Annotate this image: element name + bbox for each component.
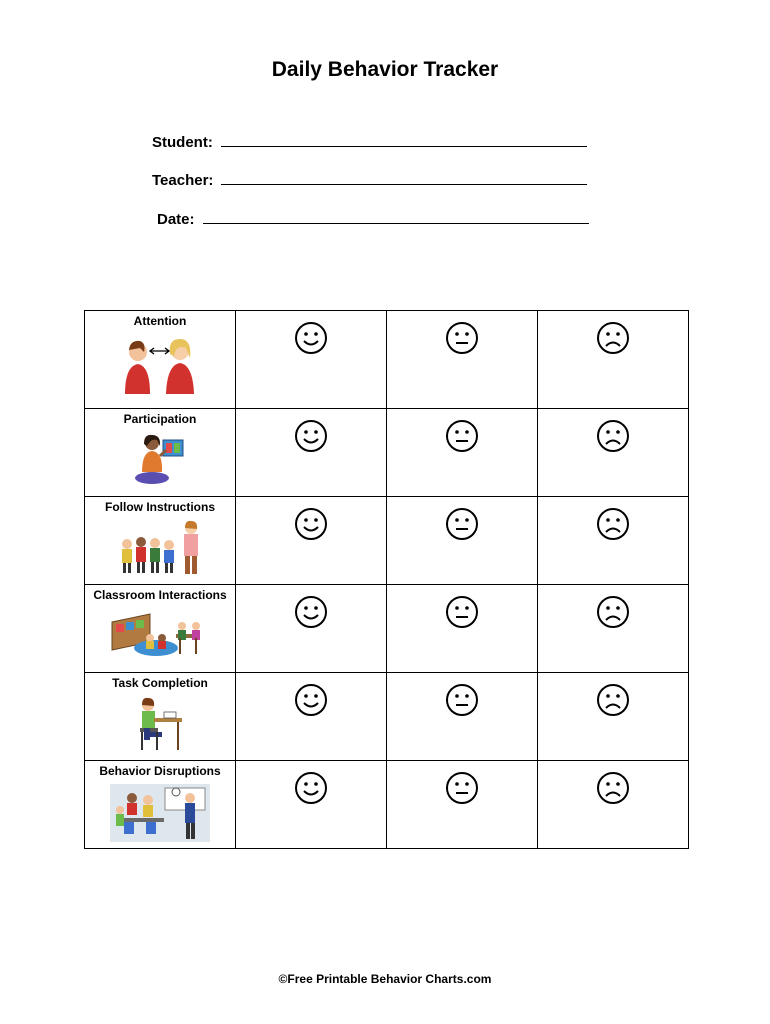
behavior-label: Follow Instructions (105, 500, 215, 514)
teacher-label: Teacher: (152, 172, 214, 189)
rating-cell-ok[interactable] (387, 497, 538, 585)
classroom-interactions-illustration (110, 608, 210, 660)
rating-cell-good[interactable] (236, 673, 387, 761)
attention-illustration (120, 334, 200, 396)
smiley-face-icon[interactable] (294, 507, 328, 541)
frowny-face-icon[interactable] (596, 771, 630, 805)
rating-cell-good[interactable] (236, 409, 387, 497)
frowny-face-icon[interactable] (596, 419, 630, 453)
frowny-face-icon[interactable] (596, 595, 630, 629)
behavior-label: Classroom Interactions (93, 588, 227, 602)
behavior-label: Behavior Disruptions (99, 764, 221, 778)
student-field[interactable] (152, 134, 587, 151)
rating-cell-good[interactable] (236, 761, 387, 849)
behavior-cell (85, 585, 236, 673)
neutral-face-icon[interactable] (445, 683, 479, 717)
smiley-face-icon[interactable] (294, 419, 328, 453)
neutral-face-icon[interactable] (445, 595, 479, 629)
behavior-cell (85, 673, 236, 761)
smiley-face-icon[interactable] (294, 771, 328, 805)
smiley-face-icon[interactable] (294, 595, 328, 629)
rating-cell-good[interactable] (236, 497, 387, 585)
frowny-face-icon[interactable] (596, 507, 630, 541)
rating-cell-ok[interactable] (387, 761, 538, 849)
rating-cell-bad[interactable] (538, 585, 689, 673)
copyright-footer: ©Free Printable Behavior Charts.com (278, 972, 492, 986)
neutral-face-icon[interactable] (445, 507, 479, 541)
teacher-blank-line[interactable] (221, 172, 587, 185)
follow-instructions-illustration (115, 520, 205, 578)
rating-cell-bad[interactable] (538, 497, 689, 585)
table-row (85, 673, 689, 761)
table-row (85, 761, 689, 849)
table-row (85, 409, 689, 497)
behavior-label: Task Completion (112, 676, 208, 690)
neutral-face-icon[interactable] (445, 419, 479, 453)
date-field[interactable] (157, 211, 589, 228)
behavior-disruptions-illustration (110, 784, 210, 842)
rating-cell-bad[interactable] (538, 409, 689, 497)
rating-cell-bad[interactable] (538, 311, 689, 409)
date-blank-line[interactable] (203, 211, 589, 224)
behavior-label: Attention (133, 314, 187, 328)
rating-cell-ok[interactable] (387, 585, 538, 673)
task-completion-illustration (130, 696, 190, 752)
table-row (85, 585, 689, 673)
rating-cell-good[interactable] (236, 585, 387, 673)
rating-cell-good[interactable] (236, 311, 387, 409)
student-blank-line[interactable] (221, 134, 587, 147)
rating-cell-bad[interactable] (538, 673, 689, 761)
behavior-cell (85, 409, 236, 497)
behavior-label: Participation (123, 412, 197, 426)
teacher-field[interactable] (152, 172, 587, 189)
table-row (85, 497, 689, 585)
neutral-face-icon[interactable] (445, 771, 479, 805)
behavior-cell (85, 311, 236, 409)
behavior-cell (85, 761, 236, 849)
date-label: Date: (157, 211, 195, 228)
smiley-face-icon[interactable] (294, 321, 328, 355)
participation-illustration (130, 432, 190, 488)
smiley-face-icon[interactable] (294, 683, 328, 717)
rating-cell-ok[interactable] (387, 409, 538, 497)
student-label: Student: (152, 134, 213, 151)
table-row (85, 311, 689, 409)
behavior-cell (85, 497, 236, 585)
rating-cell-bad[interactable] (538, 761, 689, 849)
rating-cell-ok[interactable] (387, 311, 538, 409)
page-title: Daily Behavior Tracker (271, 58, 499, 81)
neutral-face-icon[interactable] (445, 321, 479, 355)
frowny-face-icon[interactable] (596, 683, 630, 717)
frowny-face-icon[interactable] (596, 321, 630, 355)
behavior-table (84, 310, 689, 849)
rating-cell-ok[interactable] (387, 673, 538, 761)
